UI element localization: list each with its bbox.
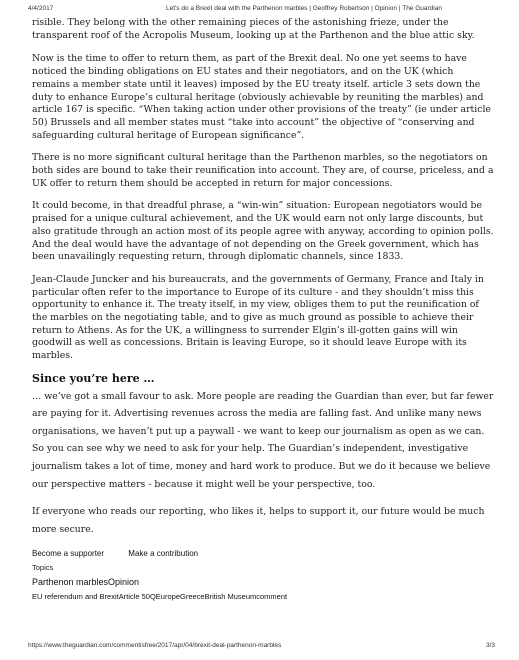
make-contribution-link[interactable]: Make a contribution	[128, 549, 199, 559]
become-supporter-link[interactable]: Become a supporter	[32, 549, 105, 559]
article-content	[32, 17, 494, 604]
print-footer	[28, 642, 495, 652]
support-body-closing: If everyone who reads our reporting, who likes it, helps to support it, our future would be much more secure.	[32, 506, 485, 535]
support-body: … we’ve got a small favour to ask. More people are reading the Guardian than ever, but far fewer are paying for it. Advertising revenues across the media are falling fast. And unlike many news organisations, we haven’t put up a paywall - we want to keep our journalism as open as we can. So you can see why we need to ask for your help. The Guardian’s independent, investigative journalism takes a lot of time, money and hard work to produce. But we do it because we believe our perspective matters - because it might well be your perspective, too.	[32, 390, 494, 490]
article-paragraph: Now is the time to offer to return them, as part of the Brexit deal. No one yet seems to have noticed the binding obligations on EU states and their negotiators, and on the UK (which remains a member state until it leaves) imposed by the EU treaty itself. article 3 sets down the duty to enhance Europe’s cultural heritage (obviously achievable by reuniting the marbles) and article 167 is specific. “When taking action under other provisions of the treaty” (ie under article 50) Brussels and all member states must “take into account” the objective of “conserving and safeguarding cultural heritage of European significance”.	[32, 53, 491, 141]
topics-main-links[interactable]: Parthenon marblesOpinion	[32, 576, 140, 587]
print-url: https://www.theguardian.com/commentisfree/2017/apr/04/brexit-deal-parthenon-marbles	[28, 642, 282, 649]
topics-tag-links[interactable]: EU referendum and BrexitArticle 50QEuropeGreeceBritish Museumcomment	[32, 592, 288, 602]
article-paragraph: Jean-Claude Juncker and his bureaucrats, and the governments of Germany, France and Italy in particular often refer to the importance to Europe of its culture - and they shouldn’t miss this opportunity to enhance it. The treaty itself, in my view, obliges them to put the reunification of the marbles on the negotiating table, and to give as much ground as possible to achieve their return to Athens. As for the UK, a willingness to surrender Elgin’s ill-gotten gains will win goodwill as well as concessions. Britain is leaving Europe, so it should leave Europe with its marbles.	[32, 273, 484, 362]
article-paragraph: There is no more significant cultural heritage than the Parthenon marbles, so the negotiators on both sides are bound to take their reunification into account. They are, of course, priceless, and a UK offer to return them should be accepted in return for major concessions.	[32, 152, 494, 189]
topics-label: Topics	[32, 563, 54, 573]
print-page-title: Let's do a Brexit deal with the Parthenon marbles | Geoffrey Robertson | Opinion | The Guardian	[166, 5, 442, 12]
article-paragraph: It could become, in that dreadful phrase, a “win-win” situation: European negotiators would be praised for a unique cultural achievement, and the UK would earn not only large discounts, but also gratitude through an action most of its people agree with anyway, according to opinion polls. And the deal would have the advantage of not depending on the Greek government, which has been unavailingly requesting return, through diplomatic channels, since 1833.	[32, 200, 494, 263]
print-date: 4/4/2017	[28, 5, 54, 12]
support-appeal	[32, 373, 494, 538]
article-paragraph: risible. They belong with the other remaining pieces of the astonishing frieze, under the transparent roof of the Acropolis Museum, looking up at the Parthenon and the blue attic sky.	[32, 17, 475, 41]
print-header	[28, 5, 495, 15]
support-heading: Since you’re here …	[32, 371, 155, 385]
support-actions	[32, 548, 494, 561]
page-number: 3/3	[485, 642, 495, 649]
